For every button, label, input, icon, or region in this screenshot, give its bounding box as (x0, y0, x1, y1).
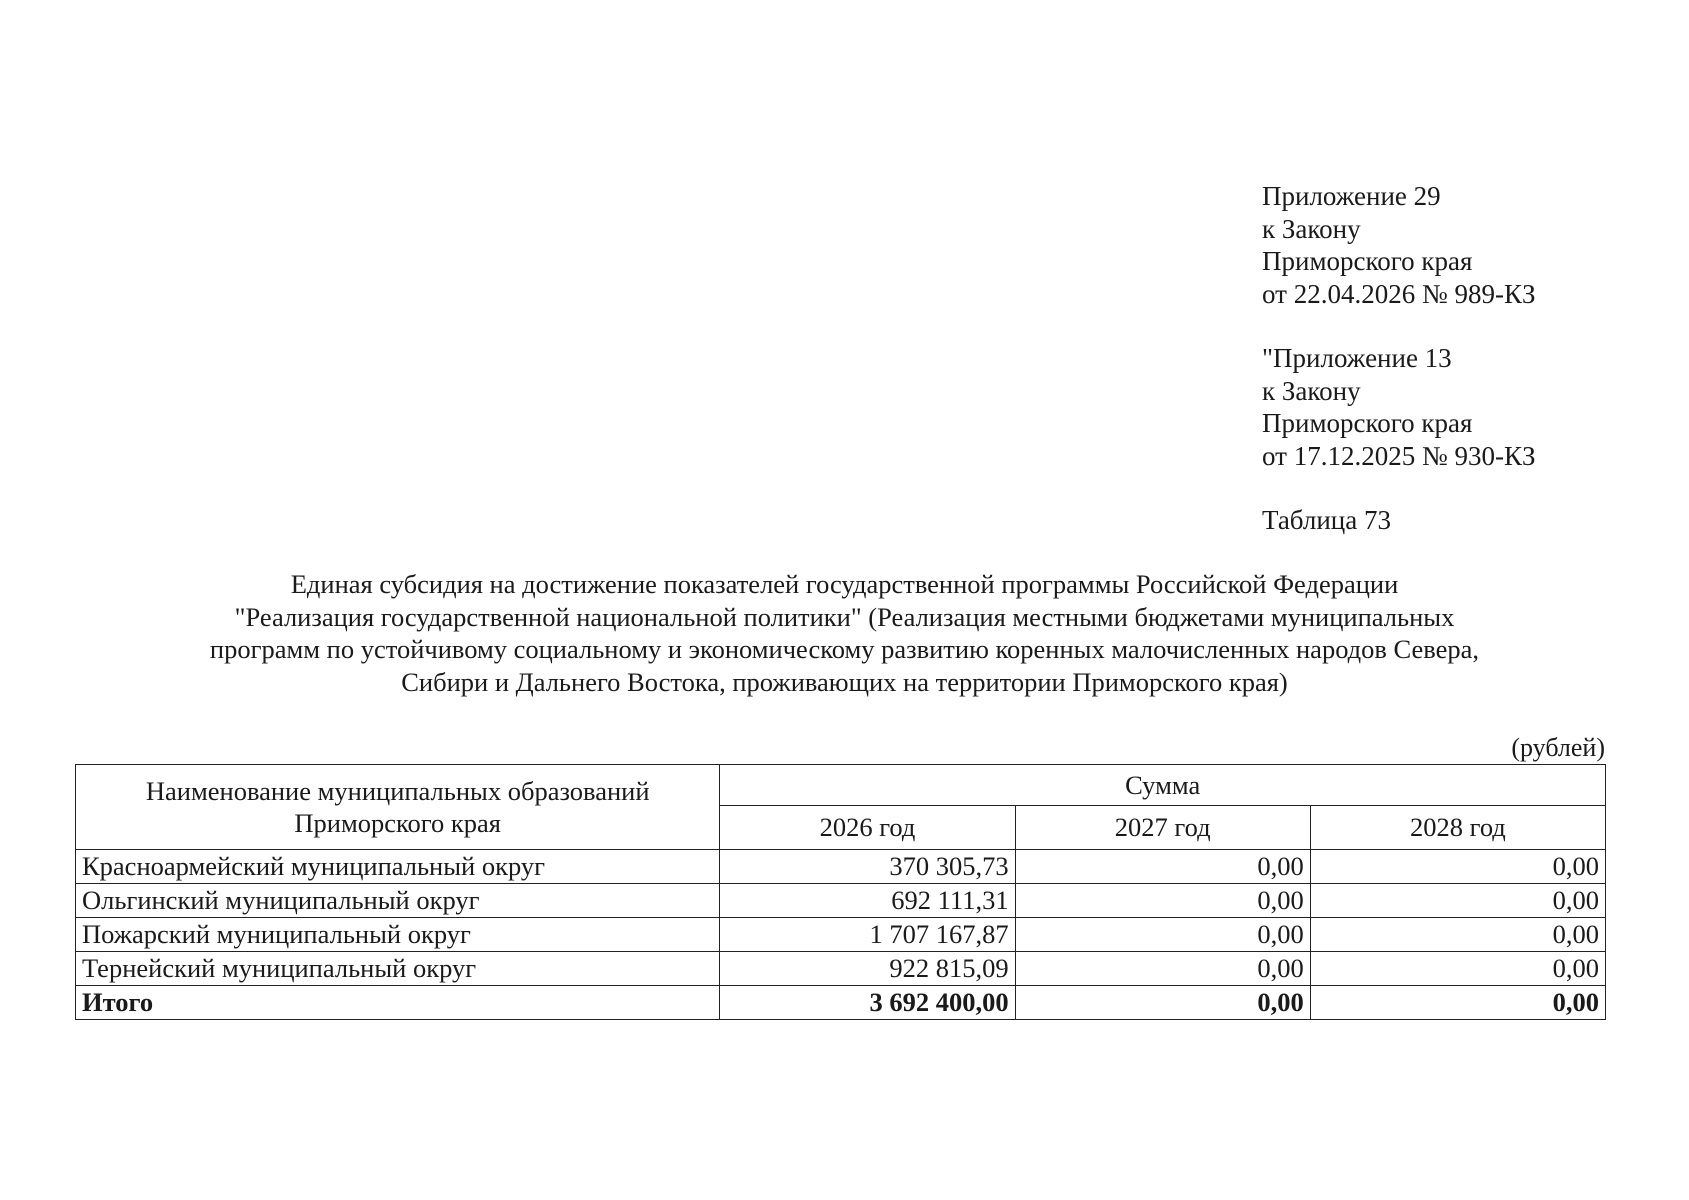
appendix-region: Приморского края (1262, 246, 1473, 276)
appendix-reference-current (1262, 180, 1622, 310)
title-line: Сибири и Дальнего Востока, проживающих на территории Приморского края) (401, 666, 1288, 697)
table-row (76, 952, 1606, 986)
subsidy-table (75, 764, 1606, 1020)
appendix-law-ref: к Закону (1262, 375, 1361, 406)
table-row (76, 884, 1606, 918)
header-name-line: Наименование муниципальных образований (145, 776, 650, 806)
amount-2027-cell: 0,00 (1015, 918, 1310, 952)
amount-2027-cell: 0,00 (1015, 884, 1310, 918)
title-line: "Реализация государственной национальной политики" (Реализация местными бюджетами муниципальных (234, 601, 1455, 632)
appendix-number: "Приложение 13 (1262, 343, 1452, 373)
appendix-law-ref: к Закону (1262, 213, 1361, 244)
table-row (76, 918, 1606, 952)
amount-2026-cell: 692 111,31 (720, 884, 1015, 918)
amount-2028-cell: 0,00 (1310, 884, 1605, 918)
header-year-2026: 2026 год (720, 806, 1015, 850)
municipality-name-cell: Тернейский муниципальный округ (76, 952, 720, 986)
municipality-name-cell: Пожарский муниципальный округ (76, 918, 720, 952)
table-number-label: Таблица 73 (1262, 505, 1391, 535)
document-title (100, 568, 1589, 698)
title-line: программ по устойчивому социальному и экономическому развитию коренных малочисленных народов Севера, (209, 634, 1480, 664)
header-name-line: Приморского края (294, 808, 501, 838)
amount-2026-cell: 922 815,09 (720, 952, 1015, 986)
appendix-date-number: от 17.12.2025 № 930-КЗ (1262, 440, 1536, 471)
amount-2026-cell: 370 305,73 (720, 850, 1015, 884)
title-line: Единая субсидия на достижение показателей государственной программы Российской Федерации (290, 569, 1399, 599)
municipality-name-cell: Ольгинский муниципальный округ (76, 884, 720, 918)
header-municipality-name (76, 765, 720, 850)
amount-2028-cell: 0,00 (1310, 918, 1605, 952)
amount-2028-cell: 0,00 (1310, 850, 1605, 884)
unit-label: (рублей) (1511, 733, 1605, 762)
total-2028-cell: 0,00 (1310, 986, 1605, 1020)
amount-2026-cell: 1 707 167,87 (720, 918, 1015, 952)
total-2026-cell: 3 692 400,00 (720, 986, 1015, 1020)
amount-2028-cell: 0,00 (1310, 952, 1605, 986)
total-label-cell: Итого (76, 986, 720, 1020)
header-year-2027: 2027 год (1015, 806, 1310, 850)
appendix-date-number: от 22.04.2026 № 989-КЗ (1262, 278, 1536, 309)
amount-2027-cell: 0,00 (1015, 850, 1310, 884)
table-row (76, 850, 1606, 884)
header-year-2028: 2028 год (1310, 806, 1605, 850)
table-total-row (76, 986, 1606, 1020)
total-2027-cell: 0,00 (1015, 986, 1310, 1020)
appendix-region: Приморского края (1262, 408, 1473, 438)
amount-2027-cell: 0,00 (1015, 952, 1310, 986)
appendix-number: Приложение 29 (1262, 181, 1441, 211)
appendix-reference-amended (1262, 342, 1622, 472)
header-sum: Сумма (720, 765, 1606, 806)
municipality-name-cell: Красноармейский муниципальный округ (76, 850, 720, 884)
